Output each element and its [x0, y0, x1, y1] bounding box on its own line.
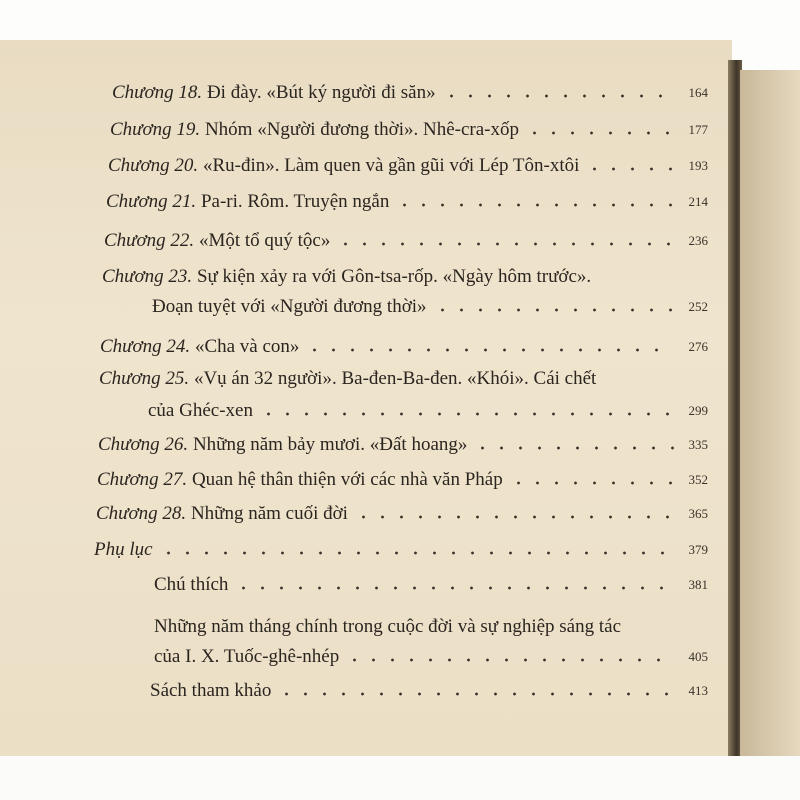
chapter-label: Chương 19.: [110, 119, 201, 140]
chapter-title: «Ru-đin». Làm quen và gần gũi với Lép Tôn-xtôi: [202, 155, 580, 176]
toc-entry: [96, 501, 708, 527]
toc-entry-continuation: [152, 294, 708, 320]
page-number: 299: [688, 403, 708, 418]
toc-entry: [94, 537, 708, 563]
chapter-title: Nhóm «Người đương thời». Nhê-cra-xốp: [204, 119, 519, 140]
chapter-label: Chương 25.: [99, 368, 190, 389]
chapter-label: Chương 27.: [97, 469, 188, 490]
dot-leader: [259, 410, 674, 418]
page-number: 352: [688, 472, 708, 487]
chapter-title: «Cha và con»: [194, 336, 300, 357]
chapter-title: Những năm cuối đời: [190, 503, 348, 524]
dot-leader: [525, 129, 674, 137]
page-number: 177: [688, 122, 708, 137]
toc-entry: [104, 228, 708, 254]
toc-entry: [154, 614, 708, 640]
chapter-title: Quan hệ thân thiện với các nhà văn Pháp: [191, 469, 503, 490]
chapter-title: «Vụ án 32 người». Ba-đen-Ba-đen. «Khói». Cái chết: [193, 368, 597, 389]
dot-leader: [442, 92, 674, 100]
page-number: 193: [688, 158, 708, 173]
toc-entry-continuation: [148, 398, 708, 424]
toc-entry-continuation: [154, 644, 708, 670]
dot-leader: [159, 549, 674, 557]
chapter-label: Chương 26.: [98, 434, 189, 455]
page-number: 236: [688, 233, 708, 248]
section-title: Những năm tháng chính trong cuộc đời và sự nghiệp sáng tác: [154, 616, 622, 637]
toc-entry: [100, 334, 708, 360]
page-number: 413: [688, 683, 708, 698]
toc-entry: [112, 80, 708, 106]
page-number: 405: [688, 649, 708, 664]
chapter-title: Đi đày. «Bút ký người đi săn»: [206, 82, 436, 103]
page-number: 252: [688, 299, 708, 314]
page-number: 381: [688, 577, 708, 592]
chapter-title: Pa-ri. Rôm. Truyện ngắn: [200, 191, 390, 212]
toc-entry: [99, 366, 708, 392]
chapter-title: của Ghéc-xen: [148, 400, 253, 421]
dot-leader: [234, 584, 674, 592]
page-number: 335: [688, 437, 708, 452]
toc-entry: [97, 467, 708, 493]
page-number: 379: [688, 542, 708, 557]
chapter-label: Chương 22.: [104, 230, 195, 251]
background: [0, 756, 800, 800]
toc-entry: [110, 117, 708, 143]
chapter-label: Chương 20.: [108, 155, 199, 176]
chapter-title: «Một tổ quý tộc»: [198, 230, 331, 251]
chapter-title: Đoạn tuyệt với «Người đương thời»: [152, 296, 427, 317]
chapter-title: Những năm bảy mươi. «Đất hoang»: [192, 434, 468, 455]
dot-leader: [336, 240, 674, 248]
section-title: của I. X. Tuốc-ghê-nhép: [154, 646, 340, 667]
toc-entry: [98, 432, 708, 458]
page-number: 365: [688, 506, 708, 521]
facing-page-edge: [740, 70, 800, 760]
dot-leader: [509, 479, 674, 487]
toc-entry: [102, 264, 708, 290]
dot-leader: [585, 165, 674, 173]
dot-leader: [305, 346, 674, 354]
chapter-label: Chương 18.: [112, 82, 203, 103]
dot-leader: [277, 690, 674, 698]
chapter-label: Chương 24.: [100, 336, 191, 357]
appendix-label: Phụ lục: [94, 539, 153, 560]
toc-entry: [150, 678, 708, 704]
section-title: Sách tham khảo: [150, 680, 272, 701]
page-number: 276: [688, 339, 708, 354]
dot-leader: [345, 656, 674, 664]
toc-entry: [154, 572, 708, 598]
page-number: 214: [688, 194, 708, 209]
dot-leader: [433, 306, 674, 314]
section-title: Chú thích: [154, 574, 229, 595]
dot-leader: [473, 444, 674, 452]
toc-entry: [108, 153, 708, 179]
toc-entry: [106, 189, 708, 215]
chapter-label: Chương 21.: [106, 191, 197, 212]
chapter-title: Sự kiện xảy ra với Gôn-tsa-rốp. «Ngày hôm trước».: [196, 266, 592, 287]
page-number: 164: [688, 85, 708, 100]
dot-leader: [354, 513, 674, 521]
dot-leader: [395, 201, 674, 209]
chapter-label: Chương 28.: [96, 503, 187, 524]
chapter-label: Chương 23.: [102, 266, 193, 287]
